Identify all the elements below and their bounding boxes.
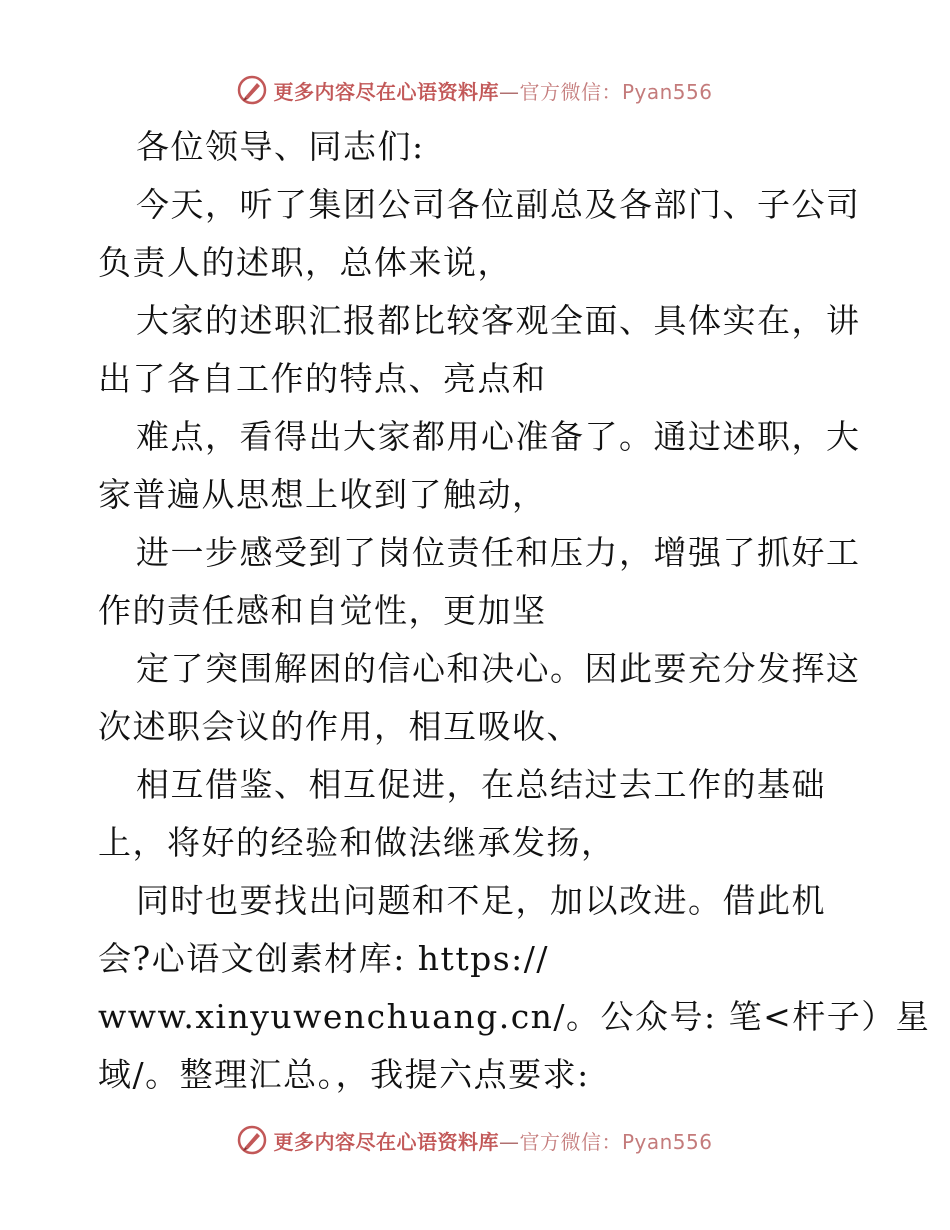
paragraph-line: 家普遍从思想上收到了触动， (98, 475, 547, 514)
paragraph-line: www.xinyuwenchuang.cn/。公众号: 笔<杆子）星 (98, 997, 931, 1036)
paragraph-line: 负责人的述职，总体来说， (98, 243, 512, 282)
paragraph-line: 域/。整理汇总。，我提六点要求: (98, 1055, 590, 1094)
paragraph-line: 同时也要找出问题和不足，加以改进。借此机 (136, 881, 826, 920)
paragraph-line: 相互借鉴、相互促进，在总结过去工作的基础 (136, 765, 826, 804)
paragraph-line: 作的责任感和自觉性，更加坚 (98, 591, 547, 630)
header-banner (0, 70, 950, 110)
header-banner-wechat: 官方微信：Pyan556 (519, 79, 713, 104)
paragraph-line: 上，将好的经验和做法继承发扬， (98, 823, 616, 862)
paragraph-line: 出了各自工作的特点、亮点和 (98, 359, 547, 398)
footer-banner-brand: 更多内容尽在心语资料库 (273, 1129, 499, 1154)
paragraph-line: 定了突围解困的信心和决心。因此要充分发挥这 (136, 649, 861, 688)
paragraph-line: 难点，看得出大家都用心准备了。通过述职，大 (136, 417, 861, 456)
paragraph-line: 今天，听了集团公司各位副总及各部门、子公司 (136, 185, 861, 224)
paragraph-line: 大家的述职汇报都比较客观全面、具体实在，讲 (136, 301, 861, 340)
document-body (98, 118, 931, 1104)
paragraph-line: 次述职会议的作用，相互吸收、 (98, 707, 581, 746)
paragraph-line: 会?心语文创素材库: https:// (98, 939, 549, 978)
footer-banner (0, 1120, 950, 1160)
footer-banner-wechat: 官方微信：Pyan556 (519, 1129, 713, 1154)
paragraph-line: 进一步感受到了岗位责任和压力，增强了抓好工 (136, 533, 861, 572)
footer-banner-separator: — (498, 1129, 520, 1154)
quill-logo-icon (237, 75, 267, 105)
header-banner-brand: 更多内容尽在心语资料库 (273, 79, 499, 104)
header-banner-separator: — (498, 79, 520, 104)
quill-logo-icon (237, 1125, 267, 1155)
salutation-line: 各位领导、同志们: (136, 127, 425, 166)
